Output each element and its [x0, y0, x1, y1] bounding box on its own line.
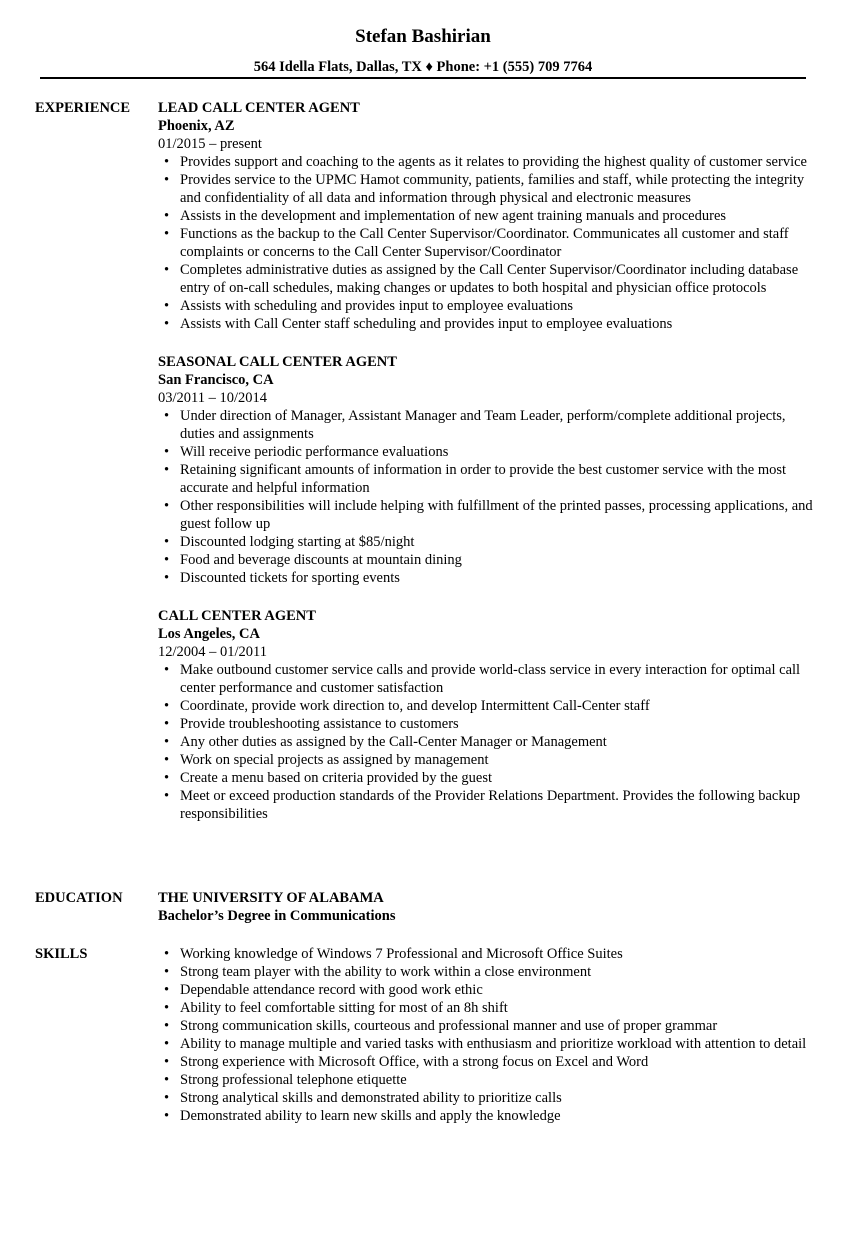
bullet-item: • Under direction of Manager, Assistant Manager and Team Leader, perform/complete additional projects, duties and assignments [158, 407, 815, 443]
skills-section [35, 945, 815, 1125]
education-degree: Bachelor’s Degree in Communications [158, 908, 396, 924]
bullet-item: • Assists with Call Center staff scheduling and provides input to employee evaluations [158, 315, 815, 333]
bullet-item: • Provides service to the UPMC Hamot community, patients, families and staff, while protecting the integrity and confidentiality of all data and information through physical and electronic measures [158, 171, 815, 207]
candidate-name: Stefan Bashirian [355, 26, 491, 47]
skill-item: • Ability to manage multiple and varied tasks with enthusiasm and prioritize workload with attention to detail [158, 1035, 815, 1053]
bullet-item: • Any other duties as assigned by the Call-Center Manager or Management [158, 733, 815, 751]
skill-item: • Strong communication skills, courteous and professional manner and use of proper grammar [158, 1017, 815, 1035]
education-school: THE UNIVERSITY OF ALABAMA [158, 890, 384, 906]
job-bullets [158, 661, 815, 823]
experience-section [35, 99, 815, 843]
job-bullets [158, 407, 815, 587]
job-dates: 03/2011 – 10/2014 [158, 390, 268, 406]
bullet-item: • Other responsibilities will include helping with fulfillment of the printed passes, processing applications, and guest follow up [158, 497, 815, 533]
skills-list [158, 945, 815, 1125]
job-location: Phoenix, AZ [158, 118, 235, 134]
bullet-item: • Discounted lodging starting at $85/night [158, 533, 815, 551]
skill-item: • Strong professional telephone etiquette [158, 1071, 815, 1089]
job-entry [158, 607, 815, 823]
header-divider [40, 77, 806, 79]
contact-line: 564 Idella Flats, Dallas, TX ♦ Phone: +1 (555) 709 7764 [253, 59, 593, 75]
resume-header [40, 25, 806, 76]
job-entry [158, 353, 815, 587]
job-bullets [158, 153, 815, 333]
skill-item: • Dependable attendance record with good work ethic [158, 981, 815, 999]
bullet-item: • Provide troubleshooting assistance to customers [158, 715, 815, 733]
job-title: LEAD CALL CENTER AGENT [158, 100, 360, 116]
bullet-item: • Coordinate, provide work direction to, and develop Intermittent Call-Center staff [158, 697, 815, 715]
skill-item: • Demonstrated ability to learn new skills and apply the knowledge [158, 1107, 815, 1125]
job-dates: 01/2015 – present [158, 136, 262, 152]
skill-item: • Strong team player with the ability to work within a close environment [158, 963, 815, 981]
education-section [35, 889, 815, 925]
skill-item: • Strong analytical skills and demonstrated ability to prioritize calls [158, 1089, 815, 1107]
bullet-item: • Meet or exceed production standards of the Provider Relations Department. Provides the following backup responsibilities [158, 787, 815, 823]
job-title: SEASONAL CALL CENTER AGENT [158, 354, 397, 370]
section-label-experience: EXPERIENCE [35, 100, 131, 116]
skill-item: • Ability to feel comfortable sitting for most of an 8h shift [158, 999, 815, 1017]
job-entry [158, 99, 815, 333]
skill-item: • Working knowledge of Windows 7 Professional and Microsoft Office Suites [158, 945, 815, 963]
bullet-item: • Will receive periodic performance evaluations [158, 443, 815, 461]
bullet-item: • Functions as the backup to the Call Center Supervisor/Coordinator. Communicates all customer and staff complaints or concerns to the Call Center Supervisor/Coordinator [158, 225, 815, 261]
bullet-item: • Retaining significant amounts of information in order to provide the best customer service with the most accurate and helpful information [158, 461, 815, 497]
bullet-item: • Create a menu based on criteria provided by the guest [158, 769, 815, 787]
section-label-education: EDUCATION [35, 890, 123, 906]
job-location: Los Angeles, CA [158, 626, 260, 642]
bullet-item: • Completes administrative duties as assigned by the Call Center Supervisor/Coordinator including database entry of on-call schedules, making changes or updates to both hospital and physician office protocols [158, 261, 815, 297]
skill-item: • Strong experience with Microsoft Office, with a strong focus on Excel and Word [158, 1053, 815, 1071]
bullet-item: • Make outbound customer service calls and provide world-class service in every interaction for optimal call center performance and customer satisfaction [158, 661, 815, 697]
bullet-item: • Work on special projects as assigned by management [158, 751, 815, 769]
job-title: CALL CENTER AGENT [158, 608, 316, 624]
bullet-item: • Assists in the development and implementation of new agent training manuals and procedures [158, 207, 815, 225]
job-dates: 12/2004 – 01/2011 [158, 644, 268, 660]
bullet-item: • Discounted tickets for sporting events [158, 569, 815, 587]
job-location: San Francisco, CA [158, 372, 274, 388]
section-label-skills: SKILLS [35, 946, 88, 962]
bullet-item: • Provides support and coaching to the agents as it relates to providing the highest quality of customer service [158, 153, 815, 171]
bullet-item: • Assists with scheduling and provides input to employee evaluations [158, 297, 815, 315]
bullet-item: • Food and beverage discounts at mountain dining [158, 551, 815, 569]
